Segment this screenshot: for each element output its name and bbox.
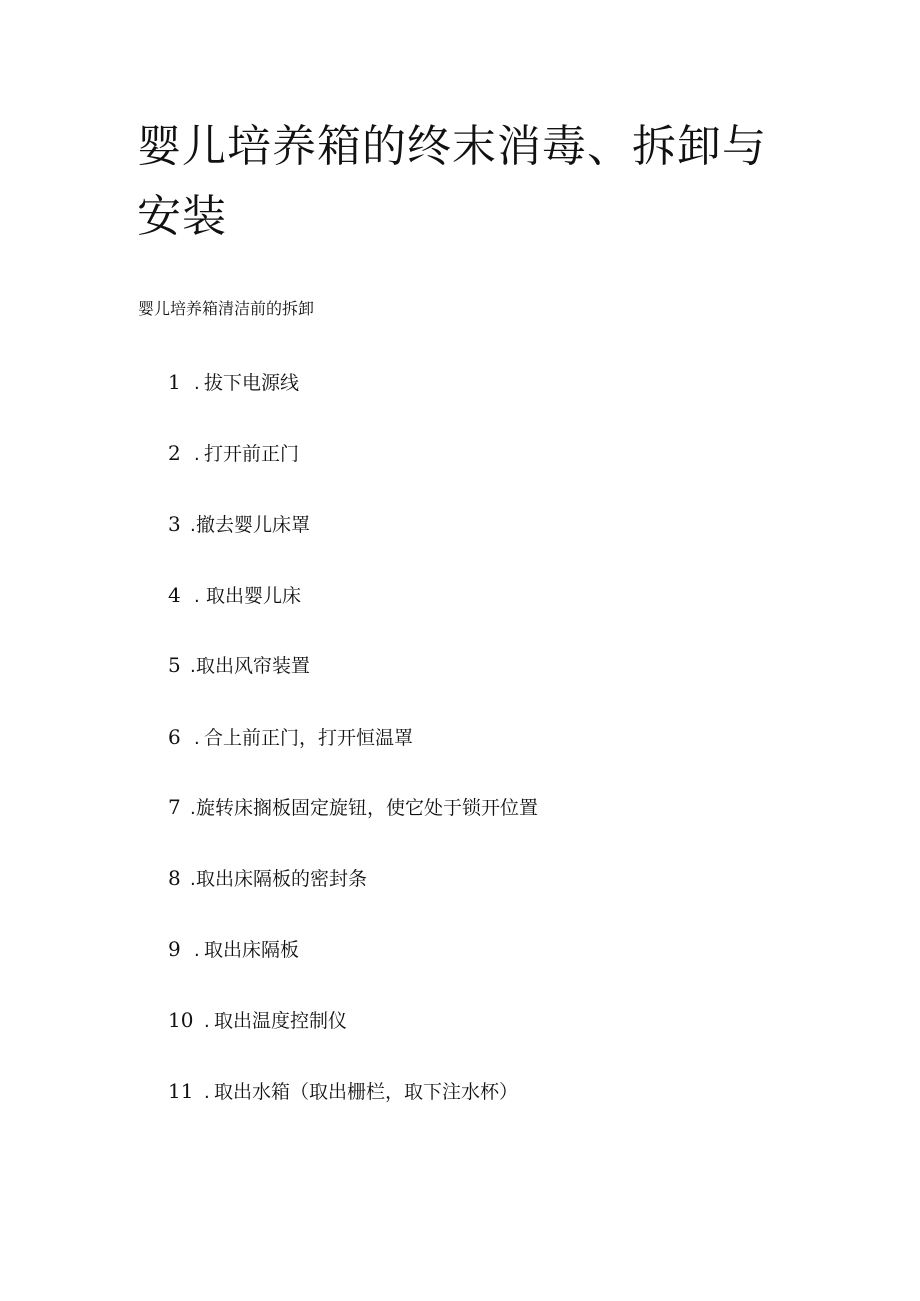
step-item: [168, 509, 310, 539]
step-text: 拔下电源线: [204, 372, 300, 394]
section-subtitle: 婴儿培养箱清洁前的拆卸: [138, 299, 315, 318]
step-text: 撤去婴儿床罩: [196, 514, 311, 536]
step-number: 6: [168, 725, 181, 749]
step-separator: .: [190, 656, 196, 677]
step-text: 取出水箱（取出栅栏，取下注水杯）: [214, 1081, 519, 1103]
step-number: 8: [168, 866, 181, 890]
step-separator: .: [194, 940, 200, 961]
step-item: [168, 438, 299, 468]
step-text: 取出婴儿床: [206, 585, 302, 607]
step-text: 取出温度控制仪: [214, 1010, 348, 1032]
step-separator: .: [194, 444, 200, 465]
step-item: [168, 792, 538, 822]
step-item: [168, 934, 299, 964]
step-separator: .: [194, 373, 200, 394]
step-separator: .: [204, 1082, 210, 1103]
step-text: 合上前正门，打开恒温罩: [204, 727, 414, 749]
step-separator: .: [190, 869, 196, 890]
step-separator: .: [190, 798, 196, 819]
step-separator: .: [194, 728, 200, 749]
step-number: 5: [168, 653, 181, 677]
step-separator: .: [194, 586, 200, 607]
step-text: 打开前正门: [204, 443, 300, 465]
step-item: [168, 722, 413, 752]
step-text: 取出床隔板: [204, 939, 300, 961]
step-number: 2: [168, 441, 181, 465]
step-item: [168, 367, 299, 397]
step-text: 取出风帘装置: [196, 655, 311, 677]
step-item: [168, 1005, 347, 1035]
step-item: [168, 1076, 518, 1106]
step-item: [168, 650, 310, 680]
step-item: [168, 580, 301, 610]
step-number: 9: [168, 937, 181, 961]
step-item: [168, 863, 367, 893]
step-number: 11: [168, 1079, 194, 1103]
step-text: 旋转床搁板固定旋钮，使它处于锁开位置: [196, 797, 539, 819]
document-title: 婴儿培养箱的终末消毒、拆卸与安装: [137, 121, 767, 242]
step-number: 7: [168, 795, 181, 819]
step-number: 4: [168, 583, 181, 607]
step-text: 取出床隔板的密封条: [196, 868, 368, 890]
step-separator: .: [190, 515, 196, 536]
step-number: 3: [168, 512, 181, 536]
step-number: 1: [168, 370, 181, 394]
step-number: 10: [168, 1008, 194, 1032]
step-separator: .: [204, 1011, 210, 1032]
